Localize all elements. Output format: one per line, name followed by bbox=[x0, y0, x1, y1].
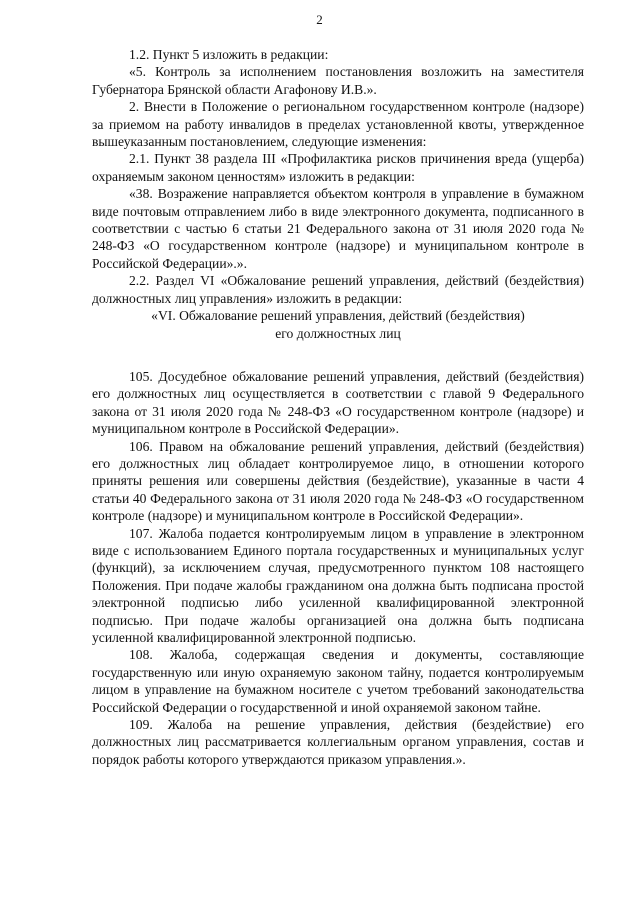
paragraph-108: 108. Жалоба, содержащая сведения и документы, составляющие государственную или иную охраняемую законом тайну, подается контролируемым лицом в управление на бумажном носителе с учетом требований законодательства Российской Федерации о государственной и иной охраняемой законом тайне. bbox=[92, 647, 584, 715]
paragraph-quote-38: «38. Возражение направляется объектом контроля в управление в бумажном виде почтовым отправлением либо в виде электронного документа, подписанного в соответствии с частью 6 статьи 21 Федерального закона от 31 июля 2020 года № 248-ФЗ «О государственном контроле (надзоре) и муниципальном контроле в Российской Федерации».». bbox=[92, 186, 584, 271]
paragraph-2: 2. Внести в Положение о региональном государственном контроле (надзоре) за приемом на работу инвалидов в пределах установленной квоты, утвержденное вышеуказанным постановлением, следующие изменения: bbox=[92, 99, 584, 150]
paragraph-105: 105. Досудебное обжалование решений управления, действий (бездействия) его должностных лиц осуществляется в соответствии с главой 9 Федерального закона от 31 июля 2020 года № 248-ФЗ «О государственном контроле (надзоре) и муниципальном контроле в Российской Федерации». bbox=[92, 368, 584, 437]
section-heading-line-2: его должностных лиц bbox=[275, 325, 401, 341]
paragraph-106: 106. Правом на обжалование решений управления, действий (бездействия) его должностных лиц обладает контролируемое лицо, в отношении которого приняты решения или совершены действия (бездействие), указанные в части 4 статьи 40 Федерального закона от 31 июля 2020 года № 248-ФЗ «О государственном контроле (надзоре) и муниципальном контроле в Российской Федерации». bbox=[92, 438, 584, 524]
paragraph-109: 109. Жалоба на решение управления, действия (бездействие) его должностных лиц рассматривается коллегиальным органом управления, состав и порядок работы которого утверждаются приказом управления.». bbox=[92, 717, 584, 767]
document-body bbox=[92, 46, 584, 768]
paragraph-2-1: 2.1. Пункт 38 раздела III «Профилактика рисков причинения вреда (ущерба) охраняемым законом ценностям» изложить в редакции: bbox=[92, 151, 584, 184]
section-spacer bbox=[92, 342, 584, 368]
paragraph-107: 107. Жалоба подается контролируемым лицом в управление в электронном виде с использованием Единого портала государственных и муниципальных услуг (функций), за исключением случая, предусмотренного пунктом 108 настоящего Положения. При подаче жалобы гражданином она должна быть подписана простой электронной подписью либо усиленной квалифицированной электронной подписью. При подаче жалобы организацией она должна быть подписана усиленной квалифицированной электронной подписью. bbox=[92, 525, 584, 645]
page-number: 2 bbox=[316, 12, 323, 27]
paragraph-quote-5: «5. Контроль за исполнением постановления возложить на заместителя Губернатора Брянской области Агафонову И.В.». bbox=[92, 64, 584, 97]
paragraph-1-2: 1.2. Пункт 5 изложить в редакции: bbox=[129, 47, 329, 62]
paragraph-2-2: 2.2. Раздел VI «Обжалование решений управления, действий (бездействия) должностных лиц управления» изложить в редакции: bbox=[92, 273, 584, 306]
section-heading-line-1: «VI. Обжалование решений управления, действий (бездействия) bbox=[151, 308, 525, 324]
